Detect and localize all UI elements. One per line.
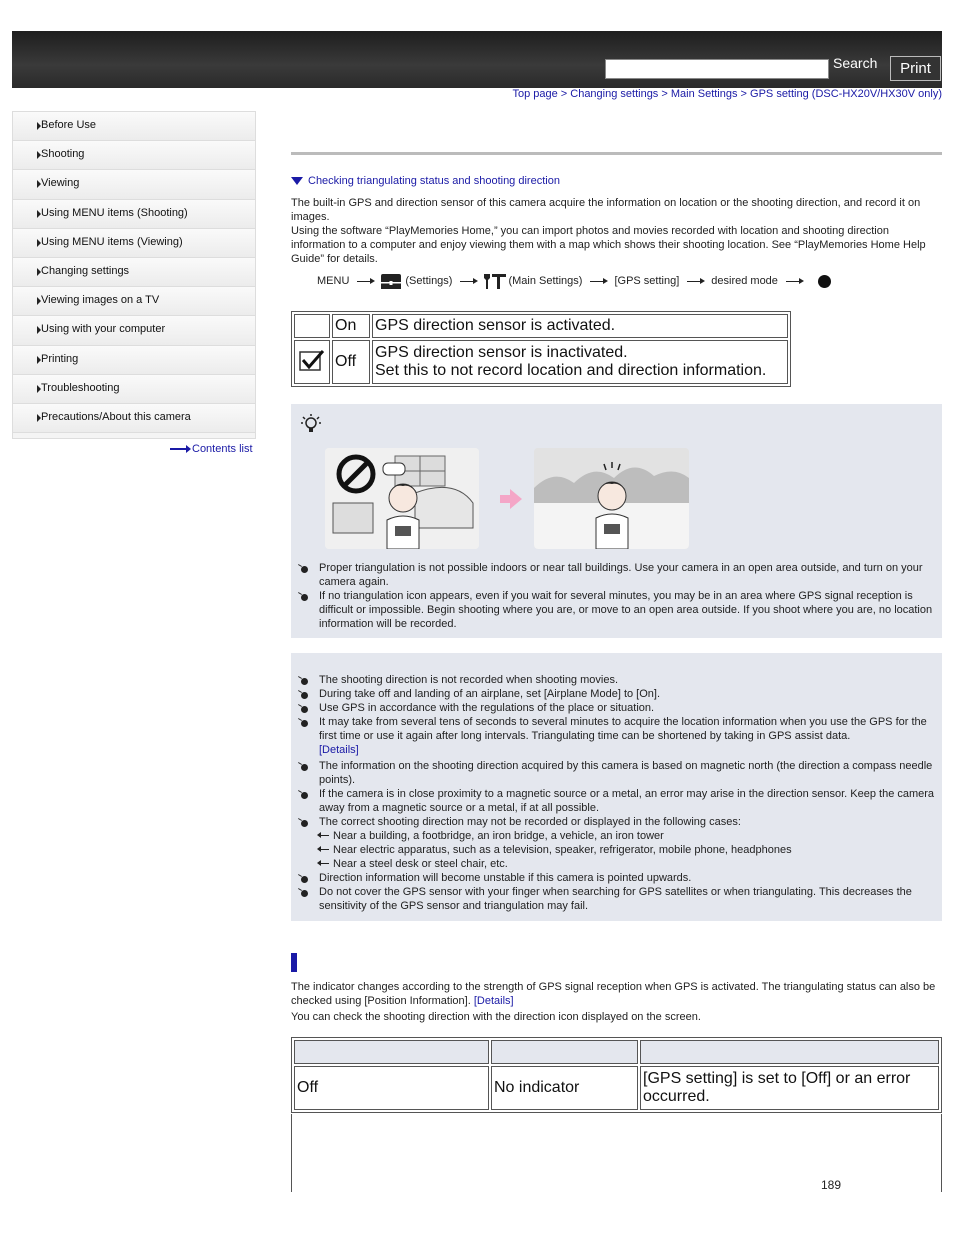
center-button-icon <box>818 275 831 288</box>
table-cell: Off <box>294 1066 489 1110</box>
menu-path: MENU (Settings) (Main Settings) [GPS setting] desired mode <box>317 272 831 290</box>
hint-bulb-icon <box>301 414 321 434</box>
triangle-right-icon <box>37 356 41 364</box>
option-row-off <box>294 340 788 384</box>
arrow-left-icon <box>319 863 329 864</box>
sidebar-item-printing[interactable]: Printing <box>13 346 255 375</box>
triangle-right-icon <box>37 239 41 247</box>
triangle-right-icon <box>37 385 41 393</box>
table-cell: [GPS setting] is set to [Off] or an error occurred. <box>640 1066 939 1110</box>
arrow-right-icon <box>357 281 373 282</box>
sidebar-item-before-use[interactable]: Before Use <box>13 112 255 141</box>
sidebar-item-viewing[interactable]: Viewing <box>13 170 255 199</box>
outdoor-illustration <box>534 448 689 549</box>
arrow-left-icon <box>319 849 329 850</box>
arrow-right-icon <box>687 281 703 282</box>
list-item: Do not cover the GPS sensor with your finger when searching for GPS satellites or when triangulating. This decreases the sensitivity of the GPS sensor and triangulation may fail. <box>301 885 941 913</box>
checkmark-icon <box>299 349 325 371</box>
triangle-right-icon <box>37 326 41 334</box>
details-link[interactable]: [Details] <box>319 744 359 756</box>
list-item: The information on the shooting direction acquired by this camera is based on magnetic north (the direction a compass needle points). <box>301 759 941 787</box>
intro-text: The built-in GPS and direction sensor of this camera acquire the information on location or the shooting direction, and record it on images. Using the software “PlayMemories Home,” you can import photos and movies recorded with location and shooting direction information to a computer and enjoy viewing them with a map which shows their shooting location. See “PlayMemories Home Help Guide” for details. <box>291 197 926 265</box>
bullet-icon <box>301 820 308 827</box>
list-item: If the camera is in close proximity to a magnetic source or a metal, an error may arise in the direction sensor. Keep the camera away from a magnetic source or a metal, if at all possible. <box>301 787 941 815</box>
table-frame <box>941 1114 942 1192</box>
title-divider <box>291 152 942 155</box>
notes-list <box>301 673 941 913</box>
triangle-right-icon <box>37 151 41 159</box>
table-row <box>294 1066 939 1110</box>
bullet-icon <box>301 566 308 573</box>
triangle-right-icon <box>37 414 41 422</box>
main-settings-icon <box>484 272 504 290</box>
column-header <box>640 1040 939 1064</box>
option-name: On <box>332 314 370 338</box>
option-icon-cell <box>294 340 330 384</box>
column-header <box>491 1040 638 1064</box>
list-item: Use GPS in accordance with the regulations of the place or situation. <box>301 701 941 715</box>
bullet-icon <box>301 594 308 601</box>
bullet-icon <box>301 692 308 699</box>
options-table <box>291 311 791 387</box>
triangle-right-icon <box>37 210 41 218</box>
sidebar-item-precautions[interactable]: Precautions/About this camera <box>13 404 255 433</box>
print-button[interactable]: Print <box>890 56 941 81</box>
triangle-down-icon <box>291 177 303 185</box>
option-name: Off <box>332 340 370 384</box>
page-number: 189 <box>821 1178 842 1192</box>
sidebar-item-viewing-tv[interactable]: Viewing images on a TV <box>13 287 255 316</box>
arrow-right-icon <box>460 281 476 282</box>
triangle-right-icon <box>37 297 41 305</box>
arrow-left-icon <box>319 835 329 836</box>
sidebar-item-shooting[interactable]: Shooting <box>13 141 255 170</box>
arrow-right-icon <box>786 281 802 282</box>
search-input[interactable] <box>605 59 829 79</box>
indicator-table <box>291 1037 942 1113</box>
list-item: If no triangulation icon appears, even if you wait for several minutes, you may be in an area where GPS signal reception is difficult or impossible. Begin shooting where you are, or move to an open area outside. If you shoot where you are, no location information will be recorded. <box>301 589 941 631</box>
option-description: GPS direction sensor is inactivated. Set this to not record location and direction information. <box>372 340 788 384</box>
toolbox-icon <box>381 274 401 289</box>
sidebar-item-troubleshooting[interactable]: Troubleshooting <box>13 375 255 404</box>
sub-list-item: Near a building, a footbridge, an iron bridge, a vehicle, an iron tower <box>319 829 941 843</box>
triangle-right-icon <box>37 180 41 188</box>
column-header <box>294 1040 489 1064</box>
arrow-right-icon <box>170 448 188 450</box>
bullet-icon <box>301 792 308 799</box>
list-item: It may take from several tens of seconds to several minutes to acquire the location information when you use the GPS for the first time or use it again after long intervals. Triangulating time can be shortened by taking in GPS assist data. [Details] <box>301 715 941 757</box>
sidebar-item-computer[interactable]: Using with your computer <box>13 316 255 345</box>
arrow-right-icon <box>500 489 522 509</box>
option-description: GPS direction sensor is activated. <box>372 314 788 338</box>
option-row-on <box>294 314 788 338</box>
bullet-icon <box>301 706 308 713</box>
triangle-right-icon <box>37 268 41 276</box>
anchor-link[interactable]: Checking triangulating status and shooting direction <box>291 175 560 187</box>
list-item: During take off and landing of an airplane, set [Airplane Mode] to [On]. <box>301 687 941 701</box>
arrow-right-icon <box>590 281 606 282</box>
table-cell: No indicator <box>491 1066 638 1110</box>
bullet-icon <box>301 764 308 771</box>
bullet-icon <box>301 720 308 727</box>
option-icon-cell <box>294 314 330 338</box>
breadcrumb[interactable]: Top page > Changing settings > Main Settings > GPS setting (DSC-HX20V/HX30V only) <box>512 88 942 100</box>
triangle-right-icon <box>37 122 41 130</box>
details-link[interactable]: [Details] <box>473 995 514 1007</box>
sidebar <box>12 111 256 439</box>
search-button[interactable]: Search <box>833 55 878 71</box>
list-item: Direction information will become unstable if this camera is pointed upwards. <box>301 871 941 885</box>
contents-list-link[interactable]: Contents list <box>170 443 253 455</box>
hint-list <box>301 561 941 631</box>
sidebar-item-menu-shooting[interactable]: Using MENU items (Shooting) <box>13 200 255 229</box>
table-header-row <box>294 1040 939 1064</box>
bullet-icon <box>301 890 308 897</box>
sidebar-item-changing-settings[interactable]: Changing settings <box>13 258 255 287</box>
sub-list-item: Near a steel desk or steel chair, etc. <box>319 857 941 871</box>
table-frame <box>291 1114 292 1192</box>
bullet-icon <box>301 876 308 883</box>
sidebar-item-menu-viewing[interactable]: Using MENU items (Viewing) <box>13 229 255 258</box>
section-text: The indicator changes according to the strength of GPS signal reception when GPS is activated. The triangulating status can also be checked using [Position Information]. [Details] You can check the shooting direction with the direction icon displayed on the screen. <box>291 981 936 1023</box>
list-item: The correct shooting direction may not be recorded or displayed in the following cases: Near a building, a footbridge, an iron bridge, a vehicle, an iron tower Near electric apparatus, such as a television, speaker, refrigerator, mobile phone, headphones Near a steel desk or steel chair, etc. <box>301 815 941 871</box>
indoor-illustration <box>325 448 479 549</box>
list-item: The shooting direction is not recorded when shooting movies. <box>301 673 941 687</box>
list-item: Proper triangulation is not possible indoors or near tall buildings. Use your camera in an open area outside, and turn on your camera again. <box>301 561 941 589</box>
bullet-icon <box>301 678 308 685</box>
section-marker <box>291 953 297 972</box>
sub-list-item: Near electric apparatus, such as a television, speaker, refrigerator, mobile phone, headphones <box>319 843 941 857</box>
